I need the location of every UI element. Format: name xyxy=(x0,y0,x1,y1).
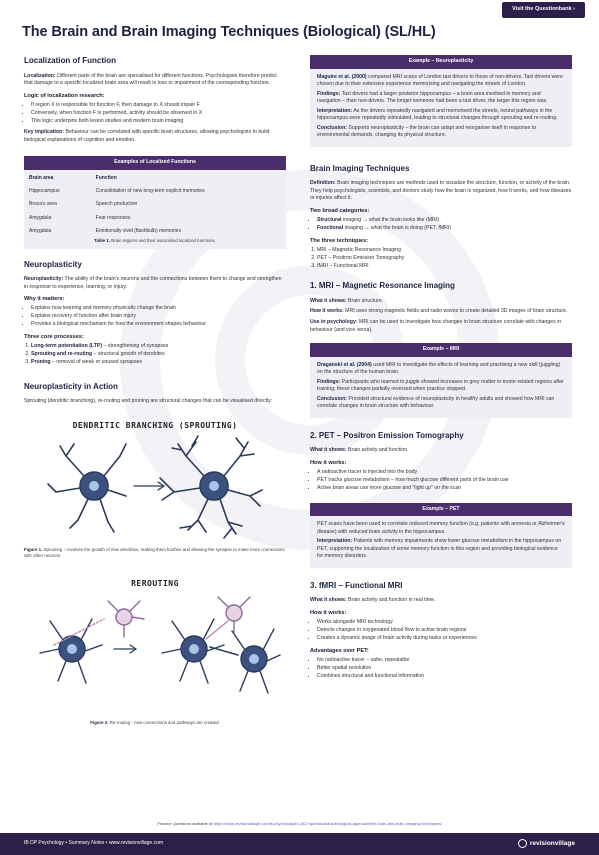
list-item: • This logic underpins both lesion studies and modern brain imaging xyxy=(31,118,286,126)
mri-works: How it works: MRI uses strong magnetic fields and radio waves to create detailed 3D images of brain structure. xyxy=(310,308,568,315)
core-list xyxy=(31,343,286,367)
list-item: • A radioactive tracer is injected into the body xyxy=(317,469,572,477)
example-text: Findings: Participants who learned to juggle showed increases in grey matter in motor-related regions after training; these changes partially reversed when practice stopped. xyxy=(317,378,564,393)
example-pet-heading: Example – PET xyxy=(310,503,572,517)
example-text: Conclusion: Provided structural evidence of neuroplasticity in healthy adults and showed how MRI can correlate changes in brain structure with behaviour. xyxy=(317,395,555,410)
figure-caption: Figure 2. Re-routing - new connections and pathways are created. xyxy=(90,719,220,725)
table-heading: Examples of Localized Functions xyxy=(24,156,286,170)
list-item: • Conversely, when function F is performed, activity should be observed in X xyxy=(31,110,286,118)
table-header: Function xyxy=(95,174,117,181)
list-item: • Functional imaging → what the brain is doing (PET, fMRI) xyxy=(317,225,572,233)
categories-list xyxy=(317,217,572,233)
section-title-action: Neuroplasticity in Action xyxy=(24,381,118,391)
pet-shows: What it shows: Brain activity and function. xyxy=(310,447,409,454)
list-item: • Combines structural and functional information xyxy=(317,673,572,681)
list-item: • PET tracks glucose metabolism – how much glucose different parts of the brain use xyxy=(317,477,572,485)
list-item: • Better spatial resolution xyxy=(317,665,572,673)
why-list xyxy=(31,305,286,329)
page-title: The Brain and Brain Imaging Techniques (Biological) (SL/HL) xyxy=(22,24,436,40)
left-column xyxy=(24,55,286,734)
table-row: Amygdala Fear responses xyxy=(29,214,131,221)
rerouting-neurons-icon xyxy=(24,589,286,714)
figure-caption: Figure 1. Sprouting – involves the growth of new dendrites, making them bushier and allowing the synapse to make more connections with other neurons. xyxy=(24,546,285,559)
example-text: PET scans have been used to correlate reduced memory function (e.g. patients with amnesia or Alzheimer's disease) with reduced brain activity in the hippocampus. xyxy=(317,521,565,535)
list-item: • Structural imaging → what the brain looks like (MRI) xyxy=(317,217,572,225)
example-text: Interpretation: As the drivers repeatedly navigated and memorised the streets, neural pathways in the hippocampus were repeatedly stimulated, leading to structural changes through sprouting and re-routing. xyxy=(317,107,558,122)
example-mri-heading: Example – MRI xyxy=(310,343,572,357)
list-item: • If region X is responsible for function F, then damage to X should impair F xyxy=(31,102,286,110)
list-item: • Provides a biological mechanism for how the environment shapes behaviour xyxy=(31,321,286,329)
pet-works-title: How it works: xyxy=(310,459,347,466)
right-column xyxy=(310,55,572,684)
table-caption: Table 1. Brain regions and their associated localized functions. xyxy=(94,238,216,244)
example-text: Maguire et al. (2000) compared MRI scans of London taxi drivers to those of non-drivers. Taxi drivers were chosen due to their extensive experience memorising and navigating the streets of London. xyxy=(317,73,563,88)
example-text: Conclusion: Supports neuroplasticity – the brain can adapt and reorganise itself in response to environmental demands, changing its physical structure. xyxy=(317,124,537,139)
list-item: 2. Sprouting and re-routing – structural growth of dendrites xyxy=(31,351,286,359)
section-title-brain-imaging: Brain Imaging Techniques xyxy=(310,163,410,173)
footer-brand[interactable] xyxy=(518,839,575,848)
mri-shows: What it shows: Brain structure. xyxy=(310,297,384,304)
localized-functions-table-box xyxy=(24,156,286,248)
table-header: Brain area xyxy=(29,174,54,181)
list-item: • Detects changes in oxygenated blood flow to active brain regions xyxy=(317,627,572,635)
footer-bar xyxy=(0,833,599,855)
practice-link[interactable]: https://www.revisionvillage.com/ib-psychology/hl-2027/questionbank/biological-approach/the-brain-and-brain-imaging-techniques/ xyxy=(213,821,442,826)
techniques-list xyxy=(317,247,572,271)
example-text: Interpretation: Patients with memory impairments show lower glucose metabolism in the hippocampus on PET, supporting the localization of some memory function in this region and providing biological evidence for memory disorders. xyxy=(317,538,562,560)
fmri-works-title: How it works: xyxy=(310,609,347,616)
section-title-localization: Localization of Function xyxy=(24,56,116,65)
key-implication: Key implication: Behaviour can be correlated with specific brain structures, allowing psychologists to build biological explanations of cognition and emotion. xyxy=(24,129,270,143)
section-title-pet: 2. PET – Positron Emission Tomography xyxy=(310,430,464,440)
example-text: Draganski et al. (2004) used MRI to investigate the effects of learning and practising a new skill (juggling) on the structure of the human brain. xyxy=(317,361,561,376)
action-text: Sprouting (dendritic branching), re-routing and pruning are structural changes that can be visualised directly: xyxy=(24,398,273,405)
table-row: Broca's area Speech production xyxy=(29,201,138,208)
localization-definition: Localization: Different parts of the brain are specialised for different functions. Psychologists therefore predict that damage to a specific localized brain area will result in loss or impairment of the corresponding function. xyxy=(24,72,277,87)
list-item: 1. Long-term potentiation (LTP) – strengthening of synapses xyxy=(31,343,286,351)
logic-title: Logic of localization research: xyxy=(24,92,105,99)
section-title-neuroplasticity: Neuroplasticity xyxy=(24,259,82,269)
brand-name: revisionvillage xyxy=(529,840,575,847)
example-pet-box xyxy=(310,516,572,568)
list-item: • Explains how learning and memory physically change the brain xyxy=(31,305,286,313)
pet-list xyxy=(317,469,572,493)
core-title: Three core processes: xyxy=(24,333,84,340)
fmri-list xyxy=(317,619,572,643)
figure-sprouting xyxy=(24,420,286,559)
section-title-fmri: 3. fMRI – Functional MRI xyxy=(310,580,403,590)
figure-title: DENDRITIC BRANCHING (SPROUTING) xyxy=(72,420,238,430)
footer-text: IB DP Psychology • Summary Notes • www.revisionvillage.com xyxy=(24,840,164,846)
list-item: • Explains recovery of function after brain injury xyxy=(31,313,286,321)
list-item: • No radioactive tracer – safer, repeatable xyxy=(317,657,572,665)
advantages-list xyxy=(317,657,572,681)
list-item: 2. PET – Positron Emission Tomography xyxy=(317,255,572,263)
localized-functions-table xyxy=(24,172,286,238)
table-row: Hippocampus Consolidation of new long-term explicit memories xyxy=(29,188,205,195)
example-neuroplasticity-heading: Example – Neuroplasticity xyxy=(310,55,572,69)
neuroplasticity-definition: Neuroplasticity: The ability of the brain's neurons and the connections between them to change and strengthen in response to experience, learning, or injury. xyxy=(24,276,282,290)
table-row: Amygdala Emotionally vivid (flashbulb) memories xyxy=(29,227,181,234)
sprouting-neurons-icon xyxy=(24,431,286,541)
list-item: 3. fMRI – Functional MRI xyxy=(317,263,572,271)
figure-title: REROUTING xyxy=(131,578,179,588)
questionbank-button[interactable]: Visit the Questionbank › xyxy=(502,2,585,18)
figure-rerouting xyxy=(24,578,286,728)
practice-questions-line: Practice Questions available at https://www.revisionvillage.com/ib-psychology/hl-2027/questionbank/biological-approach/the-brain-and-brain-imaging-techniques/ xyxy=(157,821,442,826)
techniques-title: The three techniques: xyxy=(310,237,369,244)
mri-use: Use in psychology: MRI can be used to investigate how changes in brain structure correlate with changes in behaviour (and vice versa). xyxy=(310,319,562,333)
advantages-title: Advantages over PET: xyxy=(310,647,369,654)
list-item: 3. Pruning – removal of weak or unused synapses xyxy=(31,359,286,367)
section-title-mri: 1. MRI – Magnetic Resonance Imaging xyxy=(310,281,455,291)
categories-title: Two broad categories: xyxy=(310,207,370,214)
logic-list xyxy=(31,102,286,126)
example-text: Findings: Taxi drivers had a larger posterior hippocampus – a brain area involved in memory and navigation – than non-drivers. The longer someone had been a taxi driver, the larger this region was. xyxy=(317,90,548,105)
list-item: • Active brain areas use more glucose and "light up" on the scan xyxy=(317,485,572,493)
example-neuroplasticity-box xyxy=(310,69,572,147)
list-item: 1. MRI – Magnetic Resonance Imaging xyxy=(317,247,572,255)
list-item: • Creates a dynamic image of brain activity during tasks or experiences xyxy=(317,635,572,643)
revisionvillage-logo-icon xyxy=(518,839,527,848)
why-title: Why it matters: xyxy=(24,296,65,303)
imaging-definition: Definition: Brain imaging techniques are methods used to visualize the structure, function, or activity of the brain. They help psychologists, scientists, and doctors study how the brain is organized, how it works, and how diseases or injuries affect it. xyxy=(310,180,572,202)
fmri-shows: What it shows: Brain activity and function in real time. xyxy=(310,597,436,604)
list-item: • Works alongside MRI technology xyxy=(317,619,572,627)
example-mri-box xyxy=(310,357,572,418)
